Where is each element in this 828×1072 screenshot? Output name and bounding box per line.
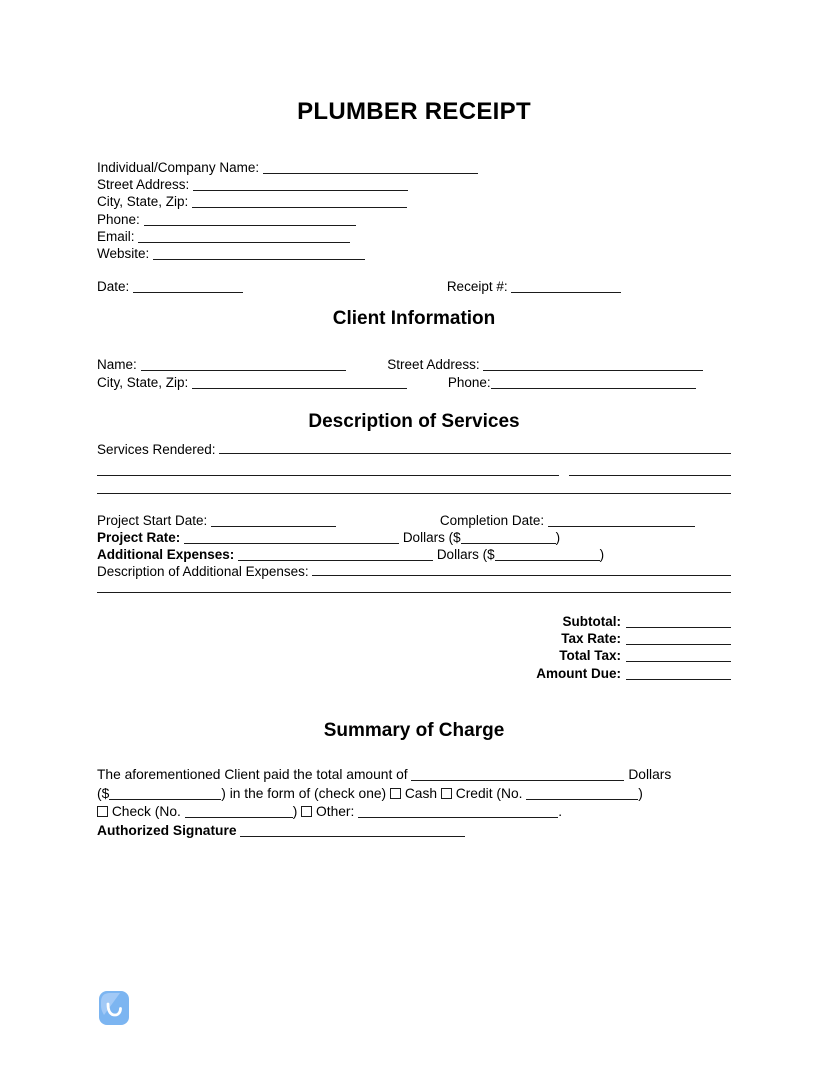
provider-email-blank xyxy=(138,231,350,243)
other-blank xyxy=(358,806,558,818)
amount-numeric-blank xyxy=(109,788,221,800)
receipt-number-label: Receipt #: xyxy=(446,279,508,295)
client-row-1 xyxy=(97,356,731,373)
date-group xyxy=(97,279,243,294)
summary-line-4 xyxy=(97,822,731,841)
provider-website-label: Website: xyxy=(97,245,150,261)
additional-expenses-row xyxy=(97,546,731,563)
expenses-description-blank xyxy=(312,564,731,576)
receipt-number-blank xyxy=(511,281,621,293)
client-city-group xyxy=(97,375,407,390)
eforms-logo-icon xyxy=(99,991,129,1025)
project-rate-paren-close: ) xyxy=(555,530,561,546)
additional-expenses-blank xyxy=(238,549,433,561)
check-number-blank xyxy=(185,806,293,818)
tax-rate-label: Tax Rate: xyxy=(561,631,621,647)
services-rendered-label: Services Rendered: xyxy=(97,441,216,457)
provider-company-name-row xyxy=(97,159,731,176)
services-rendered-row xyxy=(97,441,731,458)
project-start-blank xyxy=(211,515,336,527)
amount-due-blank xyxy=(626,668,731,680)
project-start-group xyxy=(97,513,336,528)
services-rendered-blank xyxy=(219,442,731,454)
client-city-label: City, State, Zip: xyxy=(97,374,189,390)
client-name-blank xyxy=(141,359,346,371)
provider-city-blank xyxy=(192,196,407,208)
eforms-logo[interactable] xyxy=(99,991,129,1025)
credit-paren-close: ) xyxy=(638,785,643,801)
company-name-blank xyxy=(263,162,478,174)
credit-checkbox xyxy=(441,788,452,799)
client-street-blank xyxy=(483,359,703,371)
blank-line-segment xyxy=(569,475,731,476)
check-checkbox xyxy=(97,806,108,817)
total-tax-row xyxy=(97,647,731,664)
project-rate-dollars-label: Dollars ($ xyxy=(402,530,461,546)
amount-words-blank xyxy=(411,769,624,781)
client-name-label: Name: xyxy=(97,357,137,373)
description-of-services-heading: Description of Services xyxy=(308,410,520,432)
tax-rate-row xyxy=(97,630,731,647)
total-tax-blank xyxy=(626,650,731,662)
provider-website-row xyxy=(97,245,731,262)
date-label: Date: xyxy=(97,279,130,295)
provider-city-row xyxy=(97,193,731,210)
expenses-paren-close: ) xyxy=(599,547,605,563)
client-street-group xyxy=(387,357,703,372)
summary-of-charge-heading: Summary of Charge xyxy=(323,720,505,742)
tax-rate-blank xyxy=(626,633,731,645)
provider-street-label: Street Address: xyxy=(97,177,190,193)
project-dates-row xyxy=(97,512,731,529)
provider-email-label: Email: xyxy=(97,228,135,244)
provider-city-label: City, State, Zip: xyxy=(97,194,189,210)
client-row-2 xyxy=(97,374,731,391)
amount-due-row xyxy=(97,665,731,682)
totals-block xyxy=(97,613,731,683)
project-start-label: Project Start Date: xyxy=(97,512,208,528)
summary-dollars-word: Dollars xyxy=(628,767,672,783)
other-label: Other: xyxy=(316,804,355,820)
project-rate-blank xyxy=(184,532,399,544)
provider-info-block xyxy=(97,159,731,262)
check-label: Check (No. xyxy=(111,804,181,820)
additional-expenses-label: Additional Expenses: xyxy=(97,547,235,563)
amount-due-label: Amount Due: xyxy=(536,665,621,681)
client-info-block xyxy=(97,356,731,390)
services-continuation-line-1 xyxy=(97,466,731,476)
client-phone-blank xyxy=(491,377,696,389)
expenses-continuation-line xyxy=(97,581,731,593)
sentence-period: . xyxy=(558,804,563,820)
provider-street-blank xyxy=(193,179,408,191)
date-blank xyxy=(133,281,243,293)
client-phone-group xyxy=(448,375,696,390)
client-phone-label: Phone: xyxy=(447,374,491,390)
summary-line-1 xyxy=(97,766,731,785)
completion-date-label: Completion Date: xyxy=(439,512,545,528)
project-rate-amount-blank xyxy=(461,532,556,544)
amount-open-paren: ($ xyxy=(97,785,110,801)
provider-website-blank xyxy=(153,248,365,260)
check-paren-close: ) xyxy=(292,804,298,820)
receipt-number-group xyxy=(447,279,622,294)
form-of-payment-text: ) in the form of (check one) xyxy=(221,785,387,801)
expenses-amount-blank xyxy=(495,549,600,561)
completion-date-blank xyxy=(548,515,695,527)
subtotal-row xyxy=(97,613,731,630)
client-information-heading: Client Information xyxy=(332,308,496,330)
services-continuation-line-2 xyxy=(97,476,731,494)
cash-label: Cash xyxy=(404,785,438,801)
completion-date-group xyxy=(440,513,695,528)
expenses-description-row xyxy=(97,563,731,580)
credit-label: Credit (No. xyxy=(455,785,523,801)
subtotal-label: Subtotal: xyxy=(562,613,621,629)
client-city-blank xyxy=(192,377,407,389)
provider-phone-blank xyxy=(144,214,356,226)
provider-email-row xyxy=(97,228,731,245)
company-name-label: Individual/Company Name: xyxy=(97,160,260,175)
expenses-dollars-label: Dollars ($ xyxy=(436,547,495,563)
blank-line-segment xyxy=(97,493,731,494)
blank-line-segment xyxy=(97,592,731,593)
project-rate-row xyxy=(97,529,731,546)
subtotal-blank xyxy=(626,616,731,628)
cash-checkbox xyxy=(390,788,401,799)
client-name-group xyxy=(97,357,346,372)
total-tax-label: Total Tax: xyxy=(559,648,621,664)
credit-number-blank xyxy=(526,788,638,800)
summary-line-2 xyxy=(97,785,731,804)
document-title: PLUMBER RECEIPT xyxy=(297,98,531,125)
summary-line-3 xyxy=(97,803,731,822)
other-checkbox xyxy=(301,806,312,817)
summary-paragraph xyxy=(97,766,731,840)
blank-line-segment xyxy=(97,475,559,476)
provider-street-row xyxy=(97,176,731,193)
client-street-label: Street Address: xyxy=(387,357,480,373)
authorized-signature-label: Authorized Signature xyxy=(97,822,237,838)
expenses-description-label: Description of Additional Expenses: xyxy=(97,564,309,580)
provider-phone-row xyxy=(97,211,731,228)
date-receipt-row xyxy=(97,278,731,295)
project-rate-label: Project Rate: xyxy=(97,530,181,546)
provider-phone-label: Phone: xyxy=(97,211,140,227)
authorized-signature-blank xyxy=(240,825,465,837)
summary-amount-text: The aforementioned Client paid the total amount of xyxy=(97,767,408,783)
